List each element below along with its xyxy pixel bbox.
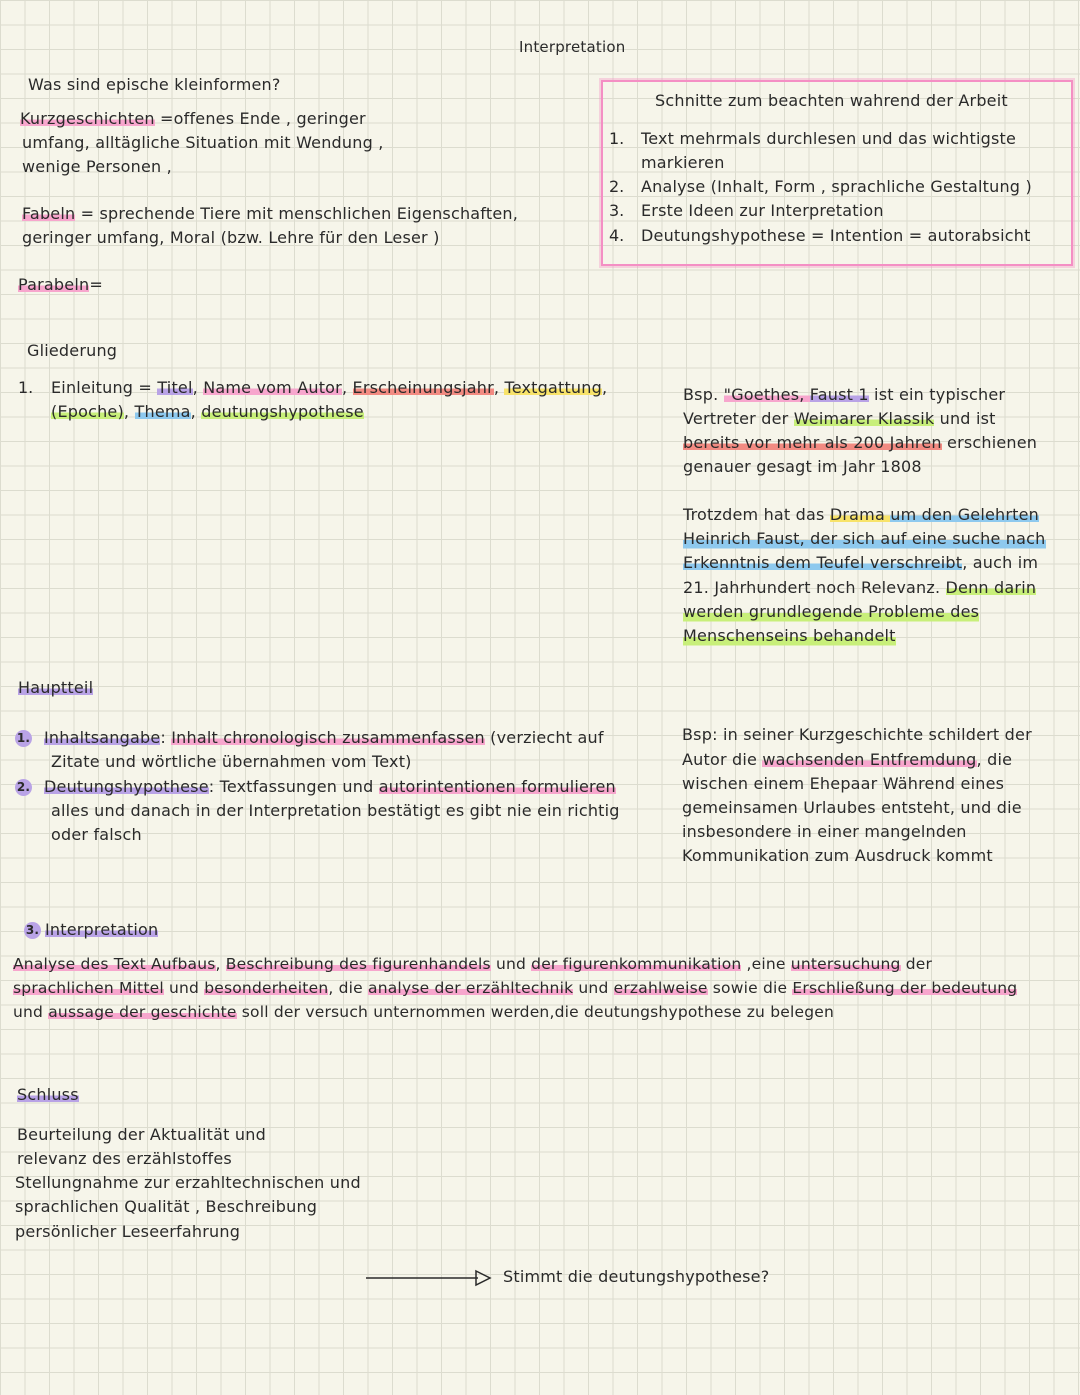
interp-l2-f: und <box>573 979 614 997</box>
schluss-line-4: sprachlichen Qualität , Beschreibung <box>15 1197 318 1216</box>
schluss-line-5: persönlicher Leseerfahrung <box>15 1222 241 1241</box>
ex1-21-jh: 21. Jahrhundert noch Relevanz. <box>683 578 946 597</box>
einleitung-line-2 <box>51 400 364 424</box>
schluss-line-2: relevanz des erzählstoffes <box>17 1149 232 1168</box>
example1-q-line-6: Menschenseins behandelt <box>683 624 896 648</box>
example1-q-line-4 <box>683 576 1036 600</box>
parabeln-line <box>18 273 103 297</box>
steps-box-title: Schnitte zum beachten wahrend der Arbeit <box>655 91 1008 110</box>
example1-q-line-1 <box>683 503 1039 527</box>
interpretation-heading <box>24 918 158 942</box>
deutungshypothese-colon: : Textfassungen und <box>208 777 379 796</box>
ex1-drama: Drama <box>829 505 891 524</box>
textgattung: Textgattung <box>504 378 602 397</box>
fabeln-line-2: geringer umfang, Moral (bzw. Lehre für den Leser ) <box>22 228 440 247</box>
step-1-line-1: Text mehrmals durchlesen und das wichtigste <box>641 129 1017 148</box>
inhaltsangabe-hl: Inhalt chronologisch zusammenfassen <box>171 728 485 747</box>
interp-l2-i: Erschließung der bedeutung <box>792 979 1018 997</box>
ex1-denn-darin: Denn darin <box>945 578 1037 597</box>
interp-l1-d: und <box>490 955 532 973</box>
inhaltsangabe-term: Inhaltsangabe <box>44 728 161 747</box>
einleitung-term: Einleitung <box>51 378 134 397</box>
hauptteil-label: Hauptteil <box>18 678 94 697</box>
item-2-badge: 2. <box>16 780 31 794</box>
example1-line-4: genauer gesagt im Jahr 1808 <box>683 457 922 476</box>
ex1-gelehrten: um den Gelehrten <box>890 505 1040 524</box>
interp-l1-b: , <box>215 955 226 973</box>
kurzgeschichten-line-2: umfang, alltägliche Situation mit Wendung , <box>22 133 384 152</box>
step-4-num: 4. <box>609 226 625 245</box>
deutungshypothese-hl: autorintentionen formulieren <box>378 777 616 796</box>
example1-line-2 <box>683 407 996 431</box>
step-2-num: 2. <box>609 177 625 196</box>
interp-l1-c: Beschreibung des figurenhandels <box>225 955 491 973</box>
interp-l1-g: untersuchung <box>790 955 901 973</box>
ex1-auch-im: , auch im <box>962 553 1039 572</box>
kurzgeschichten-line-3: wenige Personen , <box>22 157 172 176</box>
interp-l2-c: besonderheiten <box>204 979 329 997</box>
interp-l3-b: aussage der geschichte <box>48 1003 237 1021</box>
name-vom-autor: Name vom Autor <box>203 378 342 397</box>
ex1-vertreter: Vertreter der <box>683 409 794 428</box>
sep-5: , <box>123 402 135 421</box>
ex1-weimarer: Weimarer Klassik <box>793 409 935 428</box>
schluss-line-3: Stellungnahme zur erzahltechnischen und <box>15 1173 361 1192</box>
example2-line-5: insbesondere in einer mangelnden <box>682 822 967 841</box>
intro-question: Was sind epische kleinformen? <box>28 75 281 94</box>
example1-line-1 <box>683 383 1005 407</box>
sep-1: , <box>192 378 204 397</box>
arrow-right-icon <box>366 1268 494 1288</box>
hauptteil-item-1-line-2: Zitate und wörtliche übernahmen vom Text) <box>51 752 412 771</box>
ex1-bsp: Bsp. <box>683 385 724 404</box>
sep-2: , <box>341 378 353 397</box>
ex1-rest: ist ein typischer <box>868 385 1006 404</box>
schluss-label: Schluss <box>17 1085 79 1104</box>
titel: Titel <box>157 378 193 397</box>
deutungshypothese: deutungshypothese <box>201 402 364 421</box>
fabeln-term: Fabeln <box>22 204 76 223</box>
interp-l1-e: der figurenkommunikation <box>531 955 742 973</box>
interp-l2-a: sprachlichen Mittel <box>13 979 164 997</box>
interpretation-badge: 3. <box>25 923 40 937</box>
interpretation-line-3 <box>13 1000 834 1024</box>
parabeln-eq: = <box>89 275 103 294</box>
example2-line-6: Kommunikation zum Ausdruck kommt <box>682 846 993 865</box>
ex1-erkenntnis: Erkenntnis dem Teufel verschreibt <box>683 553 963 572</box>
example1-q-line-5: werden grundlegende Probleme des <box>683 600 979 624</box>
hauptteil-item-2-line-2: alles und danach in der Interpretation bestätigt es gibt nie ein richtig <box>51 801 620 820</box>
ex2-autor: Autor die <box>682 750 763 769</box>
example2-line-4: gemeinsamen Urlaubes entsteht, und die <box>682 798 1022 817</box>
step-1-line-2: markieren <box>641 153 725 172</box>
example1-q-line-2: Heinrich Faust, der sich auf eine suche nach <box>683 527 1046 551</box>
schluss-line-1: Beurteilung der Aktualität und <box>17 1125 266 1144</box>
kurzgeschichten-term: Kurzgeschichten <box>20 109 155 128</box>
step-1-num: 1. <box>609 129 625 148</box>
schluss-heading <box>17 1083 79 1107</box>
interp-l1-f: ,eine <box>741 955 791 973</box>
sep-6: , <box>190 402 202 421</box>
interp-l1-h: der <box>900 955 933 973</box>
inhaltsangabe-rest: (verziecht auf <box>484 728 604 747</box>
hauptteil-item-2-line-1 <box>15 775 616 799</box>
interp-l2-e: analyse der erzähltechnik <box>368 979 574 997</box>
kurzgeschichten-line-1 <box>20 107 366 131</box>
arrow-question: Stimmt die deutungshypothese? <box>503 1267 770 1286</box>
kurzgeschichten-def: =offenes Ende , geringer <box>154 109 366 128</box>
interpretation-line-2 <box>13 976 1017 1000</box>
einleitung-line-1 <box>51 376 607 400</box>
ex1-erschienen: erschienen <box>941 433 1038 452</box>
example2-line-1: Bsp: in seiner Kurzgeschichte schildert der <box>682 725 1032 744</box>
item-1-badge: 1. <box>16 731 31 745</box>
interp-l3-c: soll der versuch unternommen werden,die deutungshypothese zu belegen <box>236 1003 835 1021</box>
deutungshypothese-term: Deutungshypothese <box>44 777 209 796</box>
ex2-die: , die <box>976 750 1013 769</box>
interp-l3-a: und <box>13 1003 49 1021</box>
ex1-200-jahren: bereits vor mehr als 200 Jahren <box>683 433 942 452</box>
inhaltsangabe-colon: : <box>160 728 172 747</box>
interp-l2-g: erzahlweise <box>613 979 708 997</box>
erscheinungsjahr: Erscheinungsjahr <box>352 378 494 397</box>
gliederung-heading: Gliederung <box>27 341 118 360</box>
fabeln-def: = sprechende Tiere mit menschlichen Eigenschaften, <box>75 204 519 223</box>
interpretation-label: Interpretation <box>45 920 159 939</box>
interp-l2-d: , die <box>328 979 369 997</box>
step-3-line-1: Erste Ideen zur Interpretation <box>641 201 884 220</box>
example1-q-line-3 <box>683 551 1038 575</box>
example2-line-3: wischen einem Ehepaar Während eines <box>682 774 1005 793</box>
interp-l2-h: sowie die <box>707 979 793 997</box>
step-4-line-1: Deutungshypothese = Intention = autorabsicht <box>641 226 1031 245</box>
ex1-trotzdem: Trotzdem hat das <box>683 505 830 524</box>
einleitung-eq: = <box>133 378 158 397</box>
page-title: Interpretation <box>519 38 626 56</box>
example2-line-2 <box>682 748 1012 772</box>
sep-3: , <box>493 378 505 397</box>
step-2-line-1: Analyse (Inhalt, Form , sprachliche Gestaltung ) <box>641 177 1032 196</box>
thema: Thema <box>134 402 191 421</box>
interpretation-line-1 <box>13 952 932 976</box>
step-3-num: 3. <box>609 201 625 220</box>
parabeln-term: Parabeln <box>18 275 90 294</box>
fabeln-line-1 <box>22 202 518 226</box>
ex1-goethes: "Goethes, <box>723 385 810 404</box>
ex2-entfremdung: wachsenden Entfremdung <box>762 750 977 769</box>
hauptteil-item-2-line-3: oder falsch <box>51 825 142 844</box>
example1-line-3 <box>683 431 1037 455</box>
hauptteil-heading <box>18 676 93 700</box>
interp-l1-a: Analyse des Text Aufbaus <box>13 955 216 973</box>
epoche: (Epoche) <box>51 402 124 421</box>
hauptteil-item-1-line-1 <box>15 726 604 750</box>
einleitung-num: 1. <box>18 378 34 397</box>
interp-l2-b: und <box>163 979 205 997</box>
sep-4: , <box>601 378 608 397</box>
ex1-faust: Faust 1 <box>809 385 869 404</box>
ex1-und-ist: und ist <box>934 409 996 428</box>
